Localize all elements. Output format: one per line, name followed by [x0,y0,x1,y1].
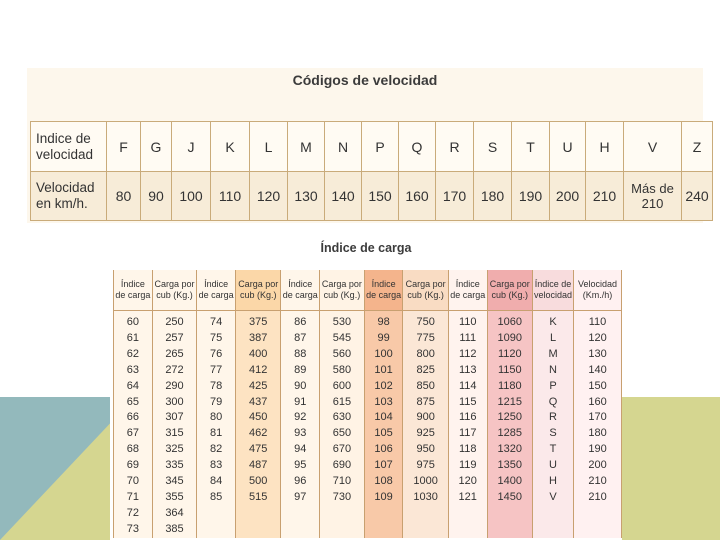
load-header-cell: Índice de carga [448,270,487,311]
load-cell: 1090 [487,331,532,347]
load-cell: 650 [320,426,365,442]
load-cell: 65 [114,395,153,411]
load-cell: 98 [364,311,403,331]
load-cell: 107 [364,458,403,474]
load-cell: 462 [235,426,280,442]
load-cell: 86 [281,311,320,331]
load-cell: 74 [197,311,236,331]
load-cell: 114 [448,379,487,395]
speed-value-cell: 130 [288,172,325,221]
load-cell: 387 [235,331,280,347]
load-cell: 81 [197,426,236,442]
load-header-cell: Carga por cub (Kg.) [403,270,448,311]
load-cell: 487 [235,458,280,474]
load-cell: 560 [320,347,365,363]
load-cell: 170 [574,410,622,426]
load-index-body [114,311,622,538]
load-cell: 200 [574,458,622,474]
load-cell [574,506,622,522]
speed-code-cell: V [624,122,682,172]
load-header-cell: Índice de carga [281,270,320,311]
speed-value-cell: 100 [172,172,211,221]
load-cell: 190 [574,442,622,458]
speed-value-cell: 210 [586,172,624,221]
load-cell: 63 [114,363,153,379]
load-cell: 104 [364,410,403,426]
load-index-header-row [114,270,622,311]
load-cell: 94 [281,442,320,458]
load-cell: 1320 [487,442,532,458]
load-cell: 82 [197,442,236,458]
load-cell: 101 [364,363,403,379]
load-cell: 106 [364,442,403,458]
load-cell: 88 [281,347,320,363]
speed-code-cell: R [436,122,474,172]
load-cell: N [533,363,574,379]
load-cell [533,522,574,538]
speed-code-cell: T [512,122,550,172]
load-header-cell: Índice de carga [364,270,403,311]
load-cell: 85 [197,490,236,506]
load-cell: 385 [152,522,197,538]
load-cell [487,506,532,522]
load-cell: 97 [281,490,320,506]
load-cell: 775 [403,331,448,347]
speed-code-cell: U [550,122,586,172]
load-cell: 83 [197,458,236,474]
load-cell: 95 [281,458,320,474]
load-cell: 1030 [403,490,448,506]
load-cell: 115 [448,395,487,411]
load-cell: 76 [197,347,236,363]
speed-codes-title: Códigos de velocidad [292,72,438,88]
load-cell: 615 [320,395,365,411]
speed-kmh-label: Velocidad en km/h. [31,172,107,221]
load-cell: 78 [197,379,236,395]
load-cell: 73 [114,522,153,538]
speed-value-cell: 110 [211,172,250,221]
load-cell: 1215 [487,395,532,411]
load-header-cell: Carga por cub (Kg.) [235,270,280,311]
load-cell: 530 [320,311,365,331]
speed-value-cell: 200 [550,172,586,221]
table-row [114,331,622,347]
load-cell [235,506,280,522]
load-cell: M [533,347,574,363]
load-cell: 412 [235,363,280,379]
load-cell: 77 [197,363,236,379]
speed-code-cell: G [141,122,172,172]
load-cell: 600 [320,379,365,395]
load-cell: 121 [448,490,487,506]
load-cell: 1350 [487,458,532,474]
load-cell: 257 [152,331,197,347]
load-cell [364,522,403,538]
load-cell: 400 [235,347,280,363]
load-cell: Q [533,395,574,411]
load-cell: 925 [403,426,448,442]
speed-index-label: Indice de velocidad [31,122,107,172]
speed-code-cell: P [362,122,399,172]
load-index-panel [110,236,622,540]
load-cell: 364 [152,506,197,522]
load-cell [533,506,574,522]
speed-value-cell: 240 [682,172,713,221]
load-cell: 300 [152,395,197,411]
load-cell: 825 [403,363,448,379]
load-cell: 545 [320,331,365,347]
load-cell: 1250 [487,410,532,426]
load-cell: 62 [114,347,153,363]
table-row [114,490,622,506]
load-header-cell: Carga por cub (Kg.) [320,270,365,311]
load-header-cell: Carga por cub (Kg.) [487,270,532,311]
load-cell: 103 [364,395,403,411]
load-cell [403,522,448,538]
load-cell: 800 [403,347,448,363]
load-header-cell: Índice de carga [197,270,236,311]
load-cell: 92 [281,410,320,426]
load-header-cell: Índice de velocidad [533,270,574,311]
load-cell: 335 [152,458,197,474]
table-row [114,426,622,442]
load-cell [403,506,448,522]
speed-code-cell: H [586,122,624,172]
load-cell: 93 [281,426,320,442]
speed-code-cell: Z [682,122,713,172]
load-cell [235,522,280,538]
load-cell: 950 [403,442,448,458]
speed-value-cell: 150 [362,172,399,221]
load-cell: 118 [448,442,487,458]
load-cell [364,506,403,522]
load-cell: 89 [281,363,320,379]
load-header-cell: Carga por cub (Kg.) [152,270,197,311]
load-cell: P [533,379,574,395]
speed-code-cell: M [288,122,325,172]
load-cell: 580 [320,363,365,379]
load-cell: 325 [152,442,197,458]
load-cell: 117 [448,426,487,442]
load-cell [197,506,236,522]
load-index-title: Índice de carga [320,241,412,255]
speed-code-cell: Q [399,122,436,172]
speed-codes-table [30,121,713,221]
load-cell: 355 [152,490,197,506]
load-cell: 120 [448,474,487,490]
load-cell: 250 [152,311,197,331]
load-cell: 670 [320,442,365,458]
load-header-cell: Índice de carga [114,270,153,311]
load-cell: 690 [320,458,365,474]
speed-code-cell: N [325,122,362,172]
load-cell: 1060 [487,311,532,331]
load-cell: 69 [114,458,153,474]
load-cell: 1285 [487,426,532,442]
speed-code-cell: F [107,122,141,172]
load-cell: U [533,458,574,474]
load-cell: 290 [152,379,197,395]
load-cell: 850 [403,379,448,395]
load-cell: 68 [114,442,153,458]
load-cell: 60 [114,311,153,331]
load-cell: 79 [197,395,236,411]
table-row [114,474,622,490]
load-cell [281,506,320,522]
load-cell: 437 [235,395,280,411]
load-cell [448,522,487,538]
load-cell [448,506,487,522]
speed-code-cell: K [211,122,250,172]
load-cell: 66 [114,410,153,426]
load-cell: 109 [364,490,403,506]
load-cell: 475 [235,442,280,458]
load-cell: 91 [281,395,320,411]
load-cell: 450 [235,410,280,426]
load-cell: 84 [197,474,236,490]
table-row [114,311,622,331]
load-cell: 425 [235,379,280,395]
load-index-table [113,270,622,538]
load-cell: 102 [364,379,403,395]
load-cell: 150 [574,379,622,395]
load-cell: 1400 [487,474,532,490]
load-cell: 1120 [487,347,532,363]
load-cell: 160 [574,395,622,411]
speed-value-cell: 170 [436,172,474,221]
table-row [114,347,622,363]
load-cell: 1180 [487,379,532,395]
load-cell: 90 [281,379,320,395]
load-cell: 265 [152,347,197,363]
table-row [114,395,622,411]
speed-code-cell: J [172,122,211,172]
speed-value-cell: Más de 210 [624,172,682,221]
load-cell: 630 [320,410,365,426]
load-cell: T [533,442,574,458]
speed-value-cell: 160 [399,172,436,221]
load-cell: H [533,474,574,490]
load-cell: 315 [152,426,197,442]
speed-index-row [31,122,713,172]
table-row [114,458,622,474]
table-row [114,379,622,395]
load-cell: 1000 [403,474,448,490]
table-row [114,363,622,379]
load-cell: 80 [197,410,236,426]
table-row [114,522,622,538]
load-cell: 61 [114,331,153,347]
load-cell [320,506,365,522]
load-cell: 750 [403,311,448,331]
table-row [114,506,622,522]
load-cell: 975 [403,458,448,474]
background-olive-shape-right [620,397,720,540]
load-cell: 210 [574,490,622,506]
load-cell: 272 [152,363,197,379]
load-cell: 87 [281,331,320,347]
speed-kmh-row [31,172,713,221]
load-cell: 99 [364,331,403,347]
load-cell: 140 [574,363,622,379]
speed-value-cell: 180 [474,172,512,221]
load-cell [574,522,622,538]
load-cell: S [533,426,574,442]
load-header-cell: Velocidad (Km./h) [574,270,622,311]
speed-code-cell: L [250,122,288,172]
load-cell [320,522,365,538]
load-cell: 515 [235,490,280,506]
load-cell: 100 [364,347,403,363]
load-cell: 710 [320,474,365,490]
load-cell: R [533,410,574,426]
load-cell: 375 [235,311,280,331]
load-cell: 900 [403,410,448,426]
load-cell: K [533,311,574,331]
load-cell: 105 [364,426,403,442]
load-cell: 75 [197,331,236,347]
load-cell: 120 [574,331,622,347]
load-cell: 70 [114,474,153,490]
table-row [114,442,622,458]
load-cell: 130 [574,347,622,363]
speed-value-cell: 190 [512,172,550,221]
speed-value-cell: 90 [141,172,172,221]
load-cell: 96 [281,474,320,490]
load-cell: 875 [403,395,448,411]
load-cell: 730 [320,490,365,506]
load-cell: 111 [448,331,487,347]
load-cell: 112 [448,347,487,363]
load-cell: 64 [114,379,153,395]
table-row [114,410,622,426]
load-cell: V [533,490,574,506]
load-cell: 71 [114,490,153,506]
load-cell: 345 [152,474,197,490]
load-cell: 116 [448,410,487,426]
load-cell: 500 [235,474,280,490]
load-cell: 72 [114,506,153,522]
load-cell: 307 [152,410,197,426]
speed-value-cell: 140 [325,172,362,221]
speed-value-cell: 120 [250,172,288,221]
load-cell: 113 [448,363,487,379]
speed-code-cell: S [474,122,512,172]
load-cell: L [533,331,574,347]
load-cell [487,522,532,538]
load-cell [197,522,236,538]
load-cell: 119 [448,458,487,474]
load-cell: 180 [574,426,622,442]
load-cell: 108 [364,474,403,490]
speed-value-cell: 80 [107,172,141,221]
load-cell: 1450 [487,490,532,506]
load-cell: 1150 [487,363,532,379]
load-cell: 67 [114,426,153,442]
load-cell: 110 [448,311,487,331]
load-cell: 210 [574,474,622,490]
load-cell [281,522,320,538]
load-cell: 110 [574,311,622,331]
